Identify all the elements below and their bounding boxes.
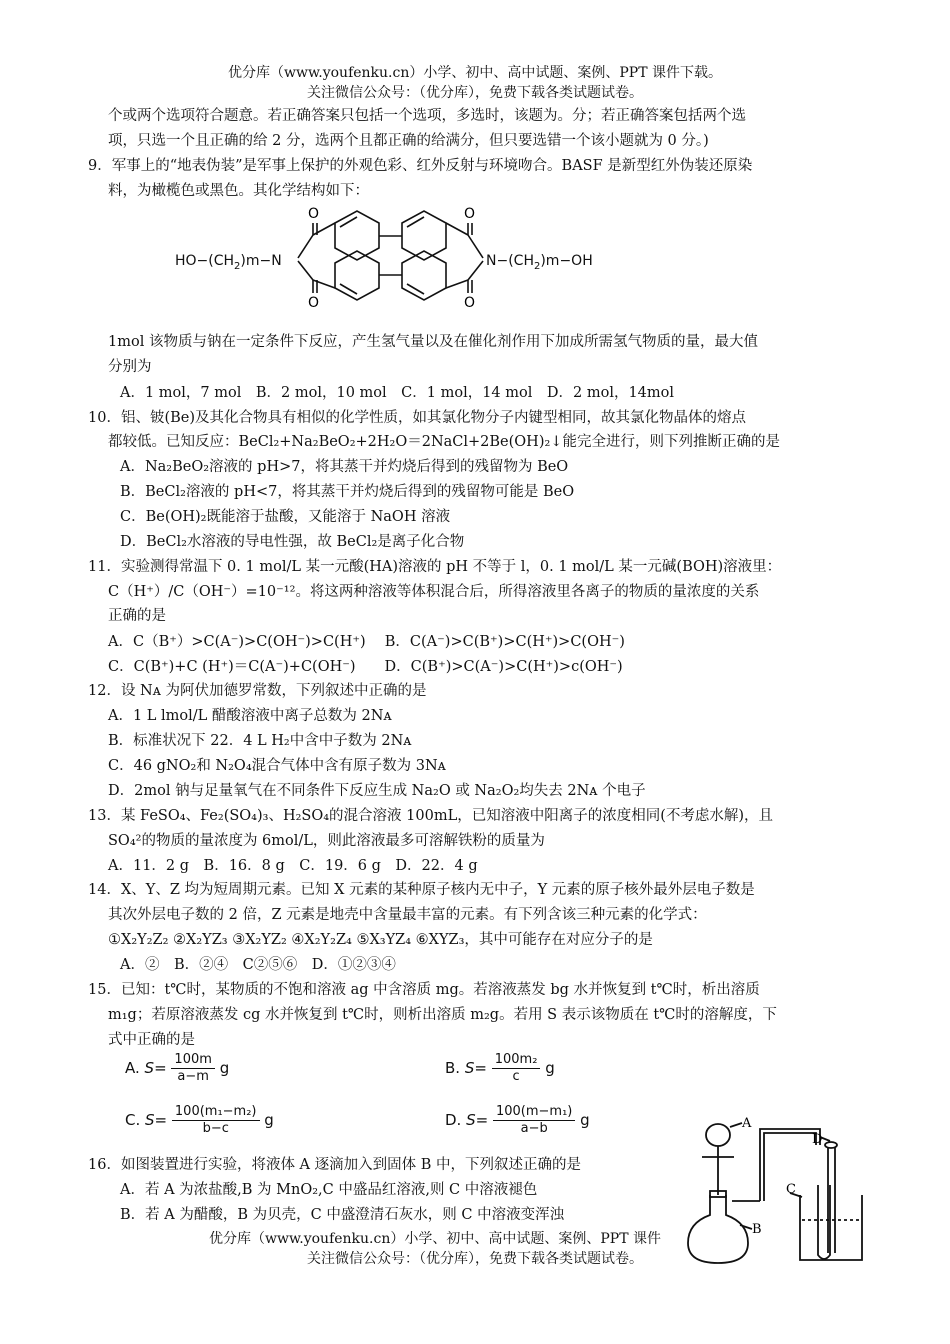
q15-a-label: A. bbox=[125, 1059, 140, 1077]
label-c: C bbox=[786, 1182, 796, 1197]
q15-d-den: a−b bbox=[520, 1121, 548, 1136]
q10-line-2: 都较低。已知反应：BeCl₂+Na₂BeO₂+2H₂O＝2NaCl+2Be(OH)₂↓能完全进行，则下列推断正确的是 bbox=[108, 434, 780, 450]
q16-option-a: A．若 A 为浓盐酸,B 为 MnO₂,C 中盛品红溶液,则 C 中溶液褪色 bbox=[120, 1182, 538, 1198]
left-chain-part-1: HO−(CH bbox=[175, 253, 235, 269]
q15-b-den: c bbox=[512, 1069, 520, 1084]
header-line-2: 关注微信公众号：（优分库），免费下载各类试题试卷。 bbox=[307, 85, 643, 101]
q9-line-1: 9．军事上的“地表伪装”是军事上保护的外观色彩、红外反射与环境吻合。BASF 是新型红外伪装还原染 bbox=[88, 158, 753, 174]
label-d: D bbox=[812, 1132, 823, 1147]
q12-option-c: C．46 gNO₂和 N₂O₄混合气体中含有原子数为 3Nᴀ bbox=[108, 758, 446, 774]
q15-b-fraction bbox=[492, 1052, 541, 1085]
label-a: A bbox=[742, 1116, 752, 1131]
q12-option-d: D．2mol 钠与足量氧气在不同条件下反应生成 Na₂O 或 Na₂O₂均失去 2Nᴀ 个电子 bbox=[108, 783, 646, 799]
q11-line-2: C（H⁺）/C（OH⁻）=10⁻¹²。将这两种溶液等体积混合后，所得溶液里各离子的物质的量浓度的关系 bbox=[108, 584, 760, 600]
q10-option-d: D．BeCl₂水溶液的导电性强，故 BeCl₂是离子化合物 bbox=[120, 534, 465, 550]
q10-line-1: 10．铝、铍(Be)及其化合物具有相似的化学性质，如其氯化物分子内键型相同，故其氯化物晶体的熔点 bbox=[88, 410, 746, 426]
q15-option-a bbox=[125, 1052, 229, 1085]
q15-c-unit: g bbox=[264, 1111, 274, 1129]
footer-line-1: 优分库（www.youfenku.cn）小学、初中、高中试题、案例、PPT 课件 bbox=[208, 1231, 661, 1247]
q9-line-3: 1mol 该物质与钠在一定条件下反应，产生氢气量以及在催化剂作用下加成所需氢气物质的量，最大值 bbox=[108, 334, 758, 350]
q9-line-2: 料，为橄榄色或黑色。其化学结构如下： bbox=[108, 183, 369, 199]
q9-line-4: 分别为 bbox=[108, 359, 152, 375]
footer-line-2: 关注微信公众号：（优分库），免费下载各类试题试卷。 bbox=[307, 1251, 643, 1267]
q15-line-2: m₁g；若原溶液蒸发 cg 水并恢复到 t℃时，则析出溶质 m₂g。若用 S 表示该物质在 t℃时的溶解度，下 bbox=[108, 1007, 777, 1023]
q15-c-num: 100(m₁−m₂) bbox=[172, 1104, 260, 1121]
header-line-1: 优分库（www.youfenku.cn）小学、初中、高中试题、案例、PPT 课件下载。 bbox=[227, 65, 722, 81]
q15-c-s: S= bbox=[145, 1111, 168, 1129]
q13-options: A．11．2 g B．16．8 g C．19．6 g D．22．4 g bbox=[108, 858, 478, 874]
q9-options: A．1 mol，7 mol B．2 mol，10 mol C．1 mol，14 mol D．2 mol，14mol bbox=[120, 385, 675, 401]
right-chain-sub: 2 bbox=[533, 260, 541, 272]
q15-a-fraction bbox=[171, 1052, 214, 1085]
left-chain-part-2: )m−N bbox=[240, 253, 282, 269]
q15-c-fraction bbox=[172, 1104, 260, 1137]
oxygen-label-top-right: O bbox=[464, 206, 476, 222]
q12-line-1: 12．设 Nᴀ 为阿伏加德罗常数，下列叙述中正确的是 bbox=[88, 683, 427, 699]
q15-a-num: 100m bbox=[171, 1052, 214, 1069]
q10-option-a: A．Na₂BeO₂溶液的 pH>7，将其蒸干并灼烧后得到的残留物为 BeO bbox=[120, 459, 569, 475]
right-chain-part-1: N−(CH bbox=[486, 253, 534, 269]
structure-right-chain bbox=[486, 253, 593, 272]
q11-options-cd: C．C(B⁺)+C (H⁺)＝C(A⁻)+C(OH⁻) D．C(B⁺)>C(A⁻)>C(H⁺)>c(OH⁻) bbox=[108, 659, 623, 675]
q15-option-c bbox=[125, 1104, 274, 1137]
q16-line-1: 16．如图装置进行实验，将液体 A 逐滴加入到固体 B 中，下列叙述正确的是 bbox=[88, 1157, 582, 1173]
oxygen-label-bottom-left: O bbox=[308, 295, 320, 311]
q14-line-1: 14．X、Y、Z 均为短周期元素。已知 X 元素的某种原子核内无中子，Y 元素的原子核外最外层电子数是 bbox=[88, 882, 755, 898]
oxygen-label-bottom-right: O bbox=[464, 295, 476, 311]
q12-option-b: B．标准状况下 22．4 L H₂中含中子数为 2Nᴀ bbox=[108, 733, 412, 749]
q15-d-num: 100(m−m₁) bbox=[493, 1104, 575, 1121]
q15-d-s: S= bbox=[466, 1111, 489, 1129]
q11-options-ab: A．C（B⁺）>C(A⁻)>C(OH⁻)>C(H⁺) B．C(A⁻)>C(B⁺)>C(H⁺)>C(OH⁻) bbox=[108, 634, 625, 650]
q15-b-s: S= bbox=[464, 1059, 487, 1077]
q15-option-d bbox=[445, 1104, 590, 1137]
label-b: B bbox=[752, 1222, 762, 1237]
q15-option-b bbox=[445, 1052, 555, 1085]
q14-line-3: ①X₂Y₂Z₂ ②X₂YZ₃ ③X₂YZ₂ ④X₂Y₂Z₄ ⑤X₃YZ₄ ⑥XYZ₃，其中可能存在对应分子的是 bbox=[108, 932, 653, 948]
structure-left-chain bbox=[175, 253, 282, 272]
q12-option-a: A．1 L lmol/L 醋酸溶液中离子总数为 2Nᴀ bbox=[108, 708, 392, 724]
q15-a-unit: g bbox=[219, 1059, 230, 1077]
q15-b-label: B. bbox=[445, 1059, 461, 1077]
left-chain-sub: 2 bbox=[234, 260, 241, 272]
q15-b-num: 100m₂ bbox=[492, 1052, 541, 1069]
q9-chemical-structure bbox=[170, 203, 630, 328]
q11-line-3: 正确的是 bbox=[108, 608, 166, 624]
oxygen-label-top-left: O bbox=[308, 206, 320, 222]
q13-line-2: SO₄²的物质的量浓度为 6mol/L，则此溶液最多可溶解铁粉的质量为 bbox=[108, 833, 545, 849]
q16-option-b: B．若 A 为醋酸，B 为贝壳，C 中盛澄清石灰水，则 C 中溶液变浑浊 bbox=[120, 1207, 565, 1223]
q15-line-3: 式中正确的是 bbox=[108, 1032, 195, 1048]
q15-c-label: C. bbox=[125, 1111, 141, 1129]
q15-d-label: D. bbox=[445, 1111, 462, 1129]
intro-line-2: 项，只选一个且正确的给 2 分，选两个且都正确的给满分，但只要选错一个该小题就为 0 分。) bbox=[108, 133, 709, 149]
q10-option-b: B．BeCl₂溶液的 pH<7，将其蒸干并灼烧后得到的残留物可能是 BeO bbox=[120, 484, 575, 500]
q10-option-c: C．Be(OH)₂既能溶于盐酸，又能溶于 NaOH 溶液 bbox=[120, 509, 451, 525]
q11-line-1: 11．实验测得常温下 0. 1 mol/L 某一元酸(HA)溶液的 pH 不等于 l，0. 1 mol/L 某一元碱(BOH)溶液里： bbox=[88, 559, 782, 575]
q14-options: A．② B．②④ C②⑤⑥ D．①②③④ bbox=[120, 957, 396, 973]
q15-d-unit: g bbox=[580, 1111, 590, 1129]
intro-line-1: 个或两个选项符合题意。若正确答案只包括一个选项，多选时，该题为。分；若正确答案包括两个选 bbox=[108, 108, 746, 124]
right-chain-part-2: )m−OH bbox=[540, 253, 593, 269]
q15-a-den: a−m bbox=[177, 1069, 209, 1084]
q15-a-s: S= bbox=[144, 1059, 167, 1077]
q14-line-2: 其次外层电子数的 2 倍，Z 元素是地壳中含量最丰富的元素。有下列含该三种元素的化学式： bbox=[108, 907, 707, 923]
q15-d-fraction bbox=[493, 1104, 575, 1137]
q13-line-1: 13．某 FeSO₄、Fe₂(SO₄)₃、H₂SO₄的混合溶液 100mL，已知溶液中阳离子的浓度相同(不考虑水解)，且 bbox=[88, 808, 774, 824]
q15-line-1: 15．已知：t℃时，某物质的不饱和溶液 ag 中含溶质 mg。若溶液蒸发 bg 水并恢复到 t℃时，析出溶质 bbox=[88, 982, 760, 998]
q15-c-den: b−c bbox=[202, 1121, 229, 1136]
q15-b-unit: g bbox=[545, 1059, 555, 1077]
